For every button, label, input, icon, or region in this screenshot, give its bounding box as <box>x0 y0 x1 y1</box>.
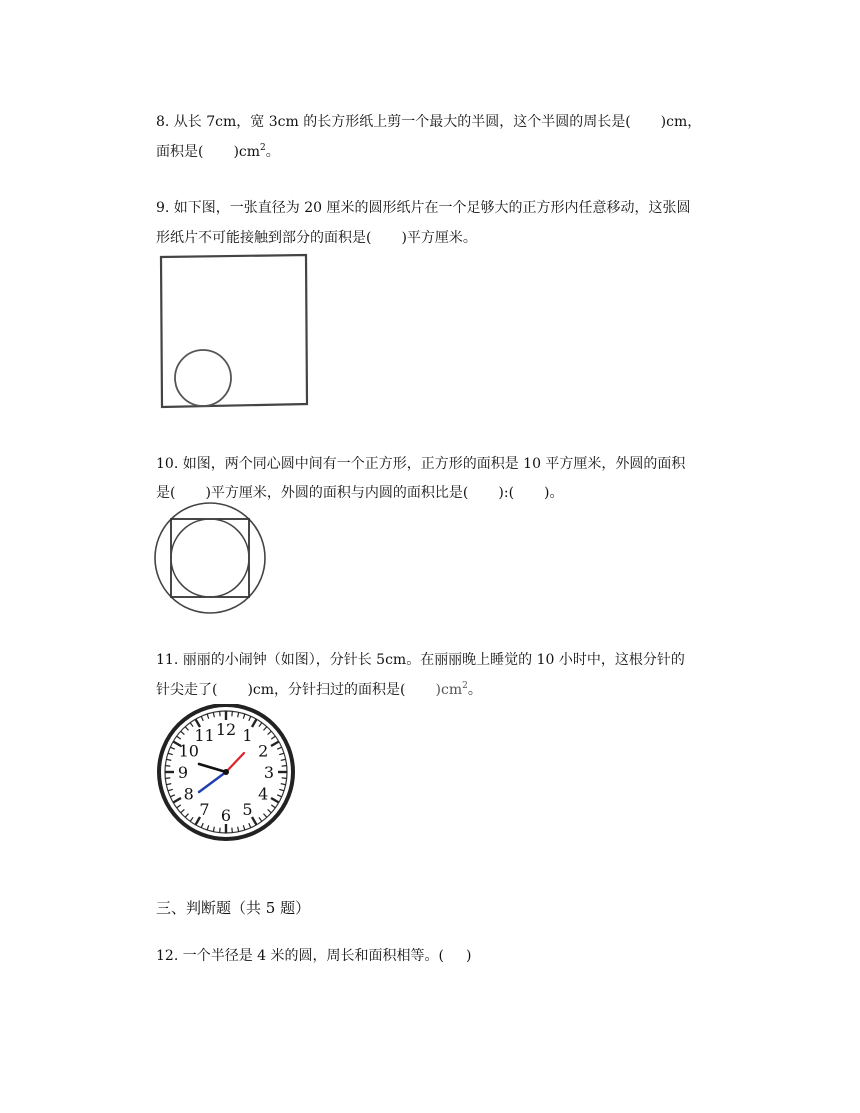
clock-number: 5 <box>242 800 253 820</box>
clock-minor-tick <box>165 778 170 779</box>
q10-text: ):( <box>498 485 515 501</box>
question-8-line-1 <box>156 112 701 132</box>
clock-number: 1 <box>242 725 253 745</box>
clock-number: 4 <box>258 784 269 804</box>
q10-text: 是( <box>156 485 176 501</box>
clock-minor-tick <box>282 778 287 779</box>
question-9-line-2 <box>156 228 477 248</box>
q9-text: )平方厘米。 <box>401 230 477 246</box>
clock-number: 7 <box>199 800 210 820</box>
clock-minor-tick <box>165 766 170 767</box>
q12-text: 12. 一个半径是 4 米的圆，周长和面积相等。( <box>156 948 444 964</box>
clock-number: 12 <box>215 720 237 739</box>
q11-text: )cm <box>435 682 463 698</box>
clock-minor-tick <box>232 828 233 833</box>
clock-number: 6 <box>220 806 232 825</box>
question-12 <box>156 946 471 966</box>
circle-shape <box>175 350 231 406</box>
q11-text: )cm，分针扫过的面积是( <box>247 682 406 698</box>
q10-text: )平方厘米，外圆的面积与内圆的面积比是( <box>205 485 469 501</box>
clock-figure <box>156 704 296 844</box>
q12-text: ) <box>465 948 472 964</box>
section-heading: 三、判断题（共 5 题） <box>156 899 311 917</box>
square-shape <box>161 255 307 407</box>
superscript: 2 <box>462 681 468 691</box>
inner-circle <box>171 519 249 597</box>
clock-number: 3 <box>263 763 275 782</box>
clock-number: 2 <box>258 741 269 761</box>
q8-text: )cm <box>233 144 261 160</box>
q10-text: )。 <box>544 485 564 501</box>
question-11-line-2 <box>156 680 482 700</box>
clock-number: 10 <box>178 741 199 761</box>
q8-text: 面积是( <box>156 144 204 160</box>
question-8-line-2 <box>156 142 280 162</box>
q9-text: 形纸片不可能接触到部分的面积是( <box>156 230 372 246</box>
question-10-line-1: 10. 如图，两个同心圆中间有一个正方形，正方形的面积是 10 平方厘米，外圆的面积 <box>156 456 686 472</box>
clock-number: 11 <box>194 725 215 745</box>
concentric-circles-figure <box>153 502 269 618</box>
q11-text: 。 <box>467 682 482 698</box>
clock-minor-tick <box>232 711 233 716</box>
question-9-line-1: 9. 如下图，一张直径为 20 厘米的圆形纸片在一个足够大的正方形内任意移动，这张圆 <box>156 200 691 216</box>
superscript: 2 <box>260 143 266 153</box>
clock-minor-tick <box>220 711 221 716</box>
clock-minor-tick <box>220 828 221 833</box>
q8-text: 。 <box>265 144 280 160</box>
q8-text: )cm， <box>660 114 702 130</box>
square-with-circle-figure <box>158 253 310 413</box>
question-10-line-2 <box>156 483 564 503</box>
clock-number: 8 <box>183 784 194 804</box>
clock-number: 9 <box>177 763 189 782</box>
q11-text: 针尖走了( <box>156 682 218 698</box>
clock-center <box>223 769 229 775</box>
question-11-line-1: 11. 丽丽的小闹钟（如图），分针长 5cm。在丽丽晚上睡觉的 10 小时中，这根分针的 <box>156 652 685 668</box>
clock-minor-tick <box>282 766 287 767</box>
q8-text: 8. 从长 7cm，宽 3cm 的长方形纸上剪一个最大的半圆，这个半圆的周长是( <box>156 114 631 130</box>
